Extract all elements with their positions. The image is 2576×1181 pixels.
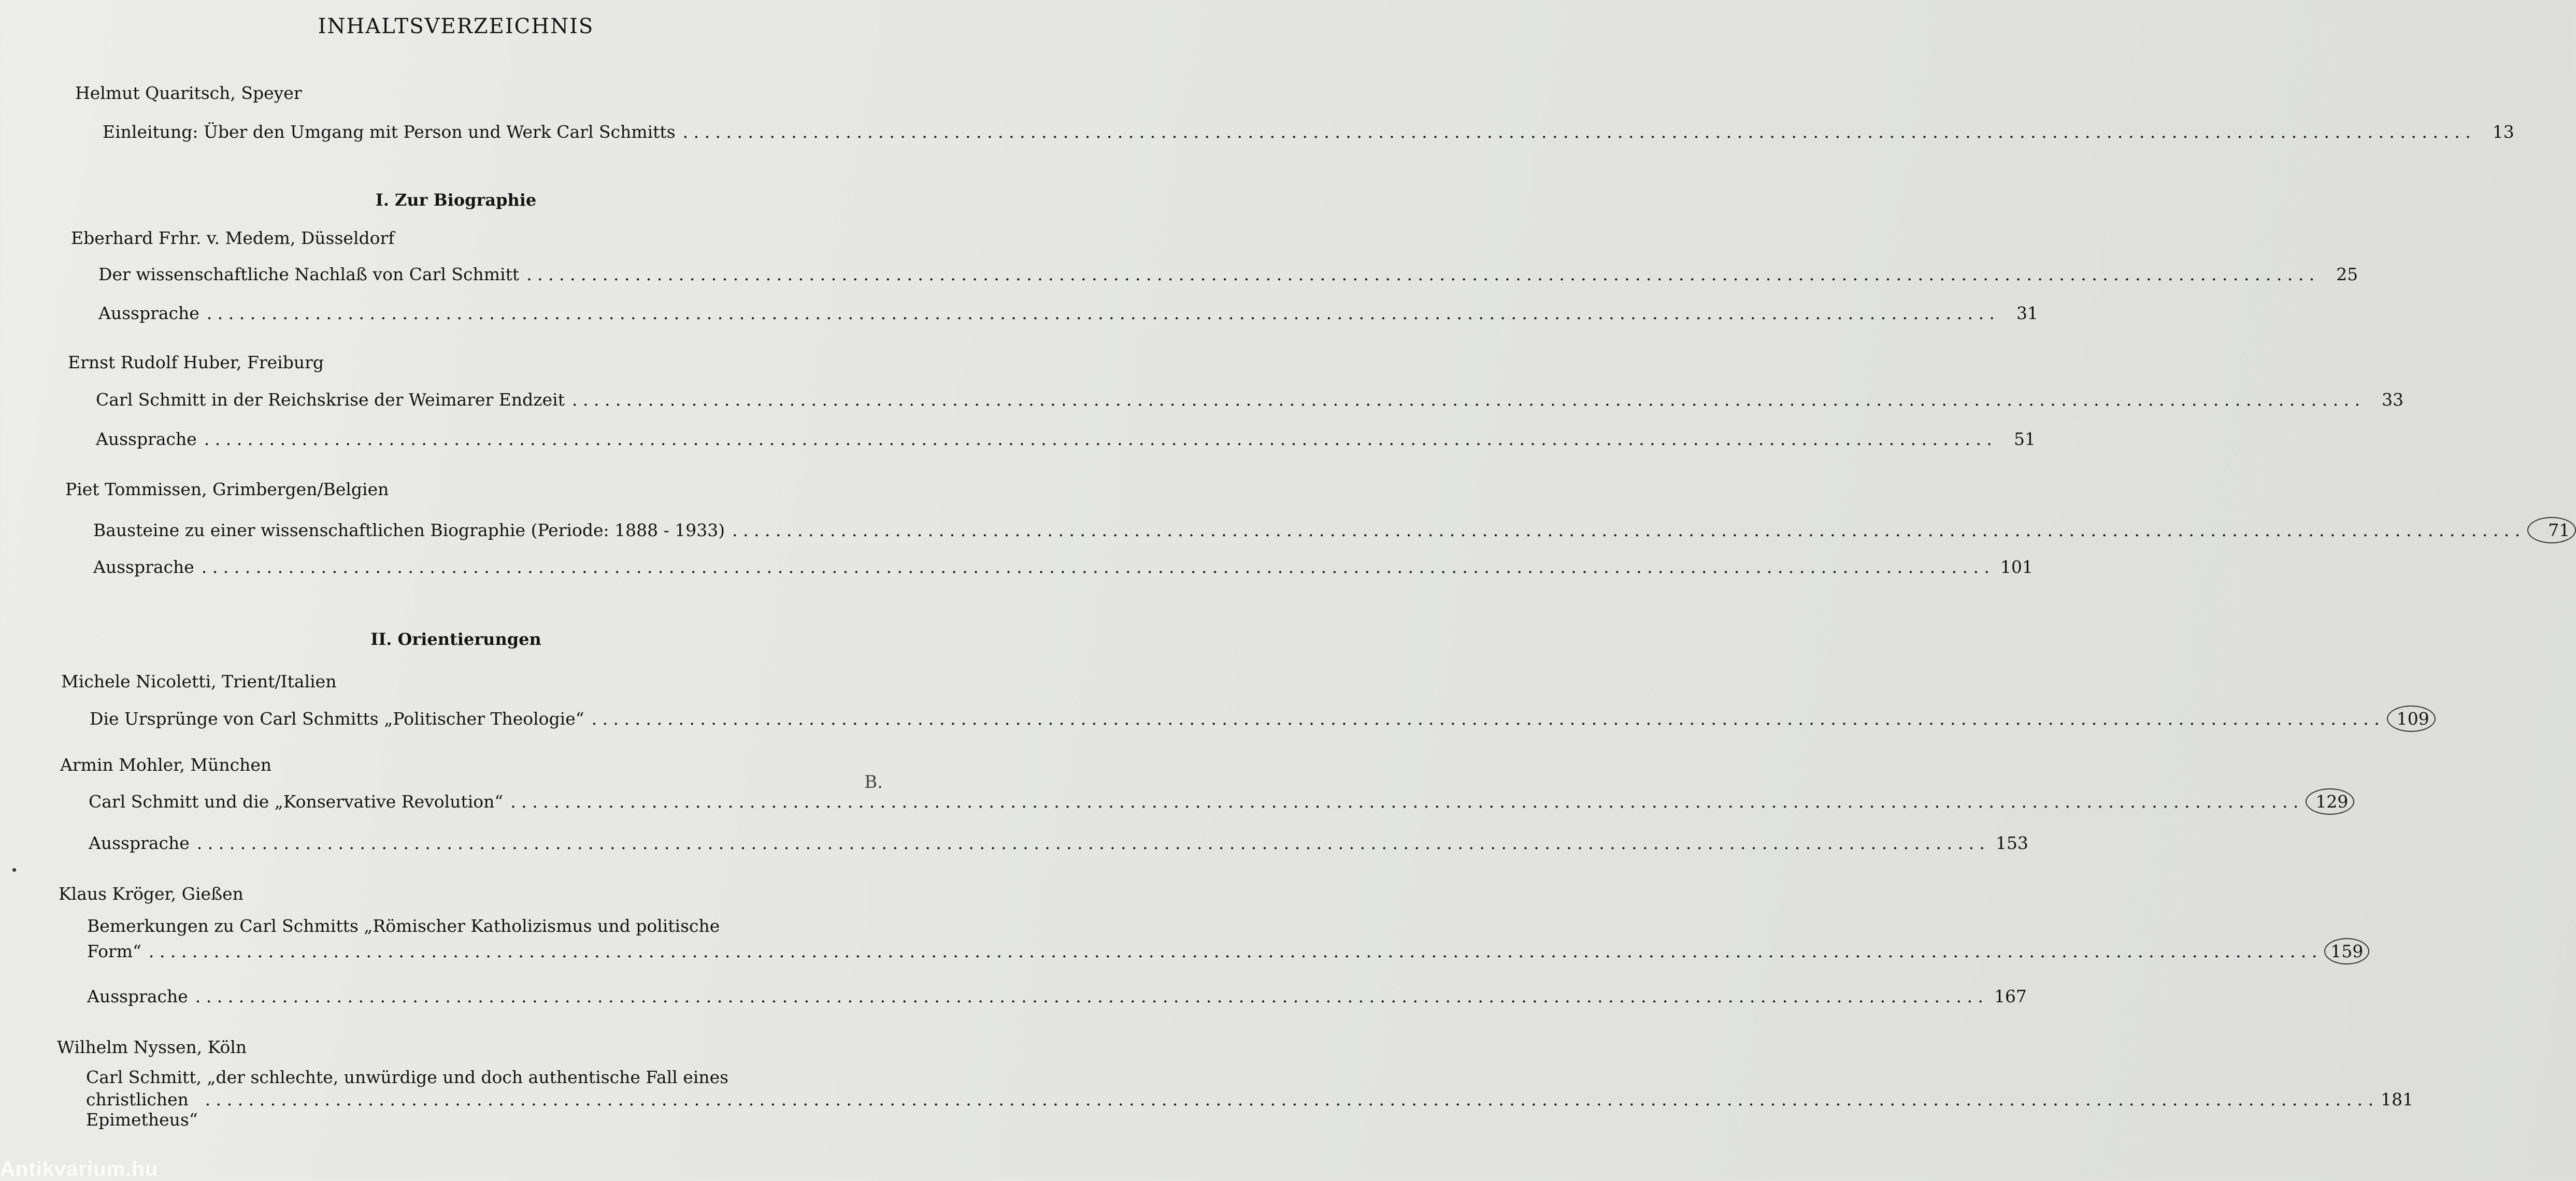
author-kroeger: Klaus Kröger, Gießen xyxy=(59,884,244,904)
section-heading-orientierungen: II. Orientierungen xyxy=(370,629,541,649)
author-medem: Eberhard Frhr. v. Medem, Düsseldorf xyxy=(71,228,395,248)
toc-entry-konservative-revolution[interactable]: Carl Schmitt und die „Konservative Revolution“ . . . 129 xyxy=(89,788,826,815)
author-tommissen: Piet Tommissen, Grimbergen/Belgien xyxy=(65,479,389,499)
toc-entry-epimetheus[interactable]: Carl Schmitt, „der schlechte, unwürdige und doch authentische Fall eines christlichen Epimetheus“ . . . . . . . . . . . . . . . . . . . . . . . . . . . . . . . . . . . . . . . . . . . . . . . . . . . . . . . . . . . . . . . . . . . . . . . . . . . . . . . . . . . . . . . . . . . . . . . . . . . . . . . . . . . . . . . . . . . . . . . . . . . . . . . . . . . . . . . . . . . . . . . . . . . . . . . . . . . . . . . . . . . . . . . . . . . . . . . . . . . . . . . . . . . . . . . . . . . . . . . . 181 xyxy=(86,1067,2414,1130)
page-title: INHALTSVERZEICHNIS xyxy=(318,15,594,38)
toc-entry-aussprache[interactable]: Aussprache . . . 51 xyxy=(96,429,826,449)
paper-speck xyxy=(12,868,16,872)
toc-entry-nachlass[interactable]: Der wissenschaftliche Nachlaß von Carl Schmitt . . . 25 xyxy=(98,264,826,284)
toc-entry-katholizismus[interactable]: Bemerkungen zu Carl Schmitts „Römischer Katholizismus und politische Form“ . . . . . . . . . . . . . . . . . . . . . . . . . . . . . . . . . . . . . . . . . . . . . . . . . . . . . . . . . . . . . . . . . . . . . . . . . . . . . . . . . . . . . . . . . . . . . . . . . . . . . . . . . . . . . . . . . . . . . . . . . . . . . . . . . . . . . . . . . . . . . . . . . . . . . . . . . . . . . . . . . . . . . . . . . . . . . . . . . . . . . . . . . . . . . . . . . . . . . . . . 159 xyxy=(87,916,826,964)
author-quaritsch: Helmut Quaritsch, Speyer xyxy=(75,83,302,103)
author-huber: Ernst Rudolf Huber, Freiburg xyxy=(68,352,324,372)
toc-entry-aussprache[interactable]: Aussprache . . . 153 xyxy=(89,833,826,853)
watermark-logo: Antikvarium.hu xyxy=(0,1158,159,1180)
toc-entry-aussprache[interactable]: Aussprache . . . 31 xyxy=(98,303,826,323)
toc-entry-bausteine[interactable]: Bausteine zu einer wissenschaftlichen Biographie (Periode: 1888 - 1933) . . . 71 xyxy=(93,517,826,543)
author-nyssen: Wilhelm Nyssen, Köln xyxy=(57,1037,247,1057)
toc-entry-politische-theologie[interactable]: Die Ursprünge von Carl Schmitts „Politischer Theologie“ . . . 109 xyxy=(90,705,826,732)
toc-entry-einleitung[interactable]: Einleitung: Über den Umgang mit Person und Werk Carl Schmitts . . . 13 xyxy=(103,122,826,142)
section-heading-biographie: I. Zur Biographie xyxy=(375,190,537,210)
author-mohler: Armin Mohler, München xyxy=(60,755,272,775)
toc-entry-aussprache[interactable]: Aussprache . . . 101 xyxy=(93,557,826,577)
toc-entry-aussprache[interactable]: Aussprache . . . 167 xyxy=(87,986,826,1006)
author-nicoletti: Michele Nicoletti, Trient/Italien xyxy=(61,671,337,692)
handwritten-mark: B. xyxy=(864,772,883,793)
toc-entry-reichskrise[interactable]: Carl Schmitt in der Reichskrise der Weimarer Endzeit . . . 33 xyxy=(96,390,826,410)
